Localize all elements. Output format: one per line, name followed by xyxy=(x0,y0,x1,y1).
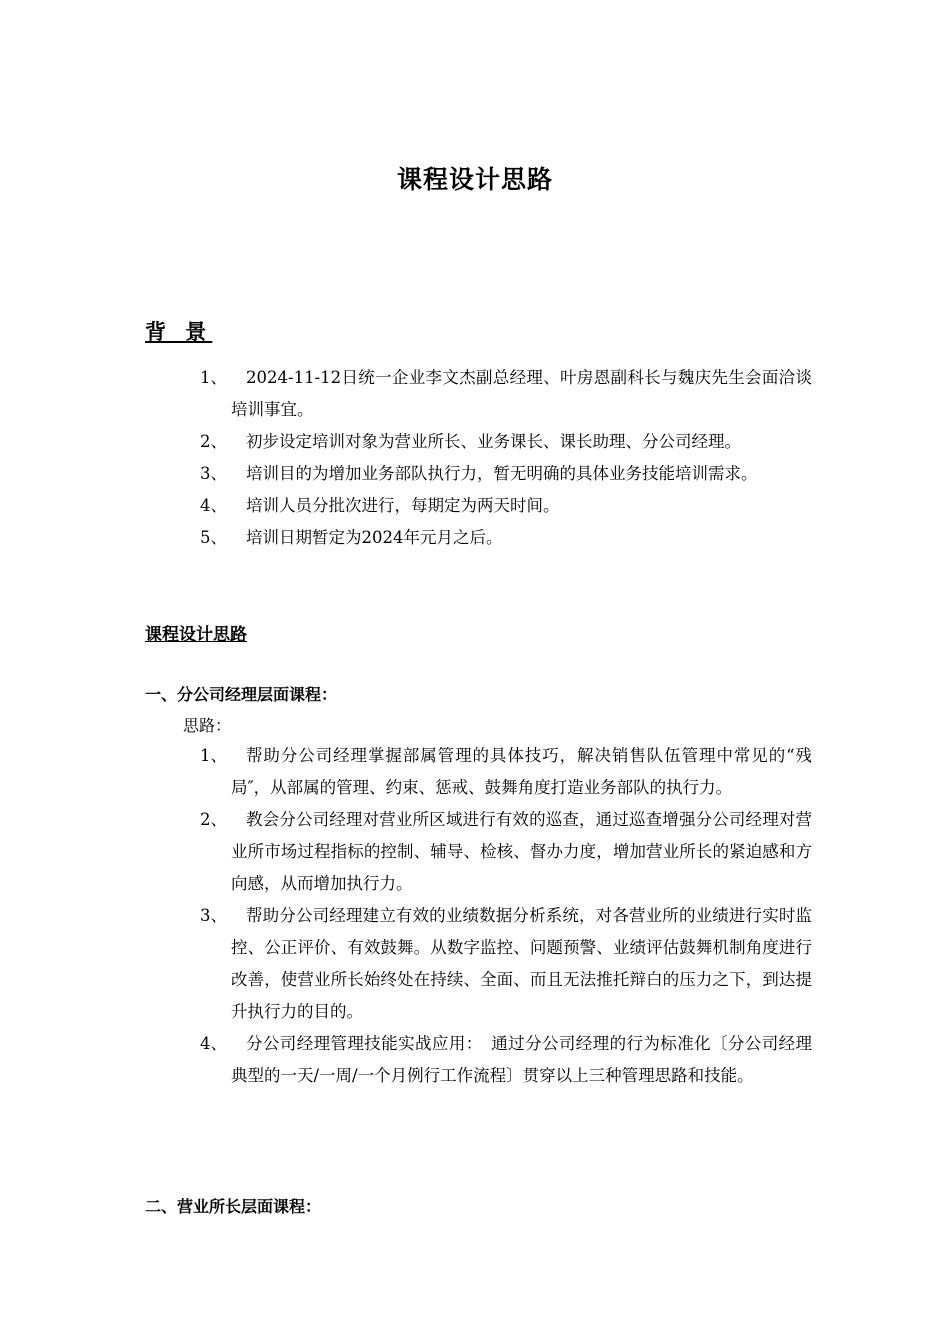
list-item xyxy=(200,1028,812,1092)
item-text: 培训人员分批次进行，每期定为两天时间。 xyxy=(246,496,560,515)
subheading-approach: 思路： xyxy=(183,716,232,735)
background-heading: 背 景 xyxy=(145,320,213,344)
item-text: 培训日期暂定为2024年元月之后。 xyxy=(246,528,503,547)
item-number: 1、 xyxy=(200,368,227,387)
list-item xyxy=(200,362,812,426)
item-text: 培训目的为增加业务部队执行力，暂无明确的具体业务技能培训需求。 xyxy=(246,464,758,483)
list-item xyxy=(200,522,812,554)
list-item xyxy=(200,426,812,458)
list-item xyxy=(200,490,812,522)
list-item xyxy=(200,804,812,900)
background-list xyxy=(200,362,812,554)
list-item xyxy=(200,900,812,1028)
item-text: 初步设定培训对象为营业所长、业务课长、课长助理、分公司经理。 xyxy=(246,432,741,451)
item-number: 5、 xyxy=(200,528,227,547)
item-number: 1、 xyxy=(200,746,227,765)
item-text: 分公司经理管理技能实战应用： 通过分公司经理的行为标准化〔分公司经理典型的一天/一周/一个月例行工作流程〕贯穿以上三种管理思路和技能。 xyxy=(231,1034,812,1085)
section-heading-office-manager: 二、营业所长层面课程： xyxy=(145,1197,322,1216)
item-text: 教会分公司经理对营业所区域进行有效的巡查，通过巡查增强分公司经理对营业所市场过程指标的控制、辅导、检核、督办力度，增加营业所长的紧迫感和方向感，从而增加执行力。 xyxy=(231,810,812,893)
list-item xyxy=(200,458,812,490)
item-number: 3、 xyxy=(200,464,227,483)
item-number: 2、 xyxy=(200,432,227,451)
item-text: 2024-11-12日统一企业李文杰副总经理、叶房恩副科长与魏庆先生会面洽谈培训事宜。 xyxy=(231,368,812,419)
item-number: 4、 xyxy=(200,496,227,515)
branch-manager-list xyxy=(200,740,812,1092)
section-heading-branch-manager: 一、分公司经理层面课程： xyxy=(145,685,338,704)
design-heading: 课程设计思路 xyxy=(145,625,247,645)
item-text: 帮助分公司经理建立有效的业绩数据分析系统，对各营业所的业绩进行实时监控、公正评价、有效鼓舞。从数字监控、问题预警、业绩评估鼓舞机制角度进行改善，使营业所长始终处在持续、全面、而且无法推托辩白的压力之下，到达提升执行力的目的。 xyxy=(231,906,812,1021)
item-number: 2、 xyxy=(200,810,227,829)
item-number: 3、 xyxy=(200,906,227,925)
list-item xyxy=(200,740,812,804)
item-text: 帮助分公司经理掌握部属管理的具体技巧，解决销售队伍管理中常见的“残局″，从部属的管理、约束、惩戒、鼓舞角度打造业务部队的执行力。 xyxy=(231,746,812,797)
page-title: 课程设计思路 xyxy=(396,165,553,194)
item-number: 4、 xyxy=(200,1034,227,1053)
